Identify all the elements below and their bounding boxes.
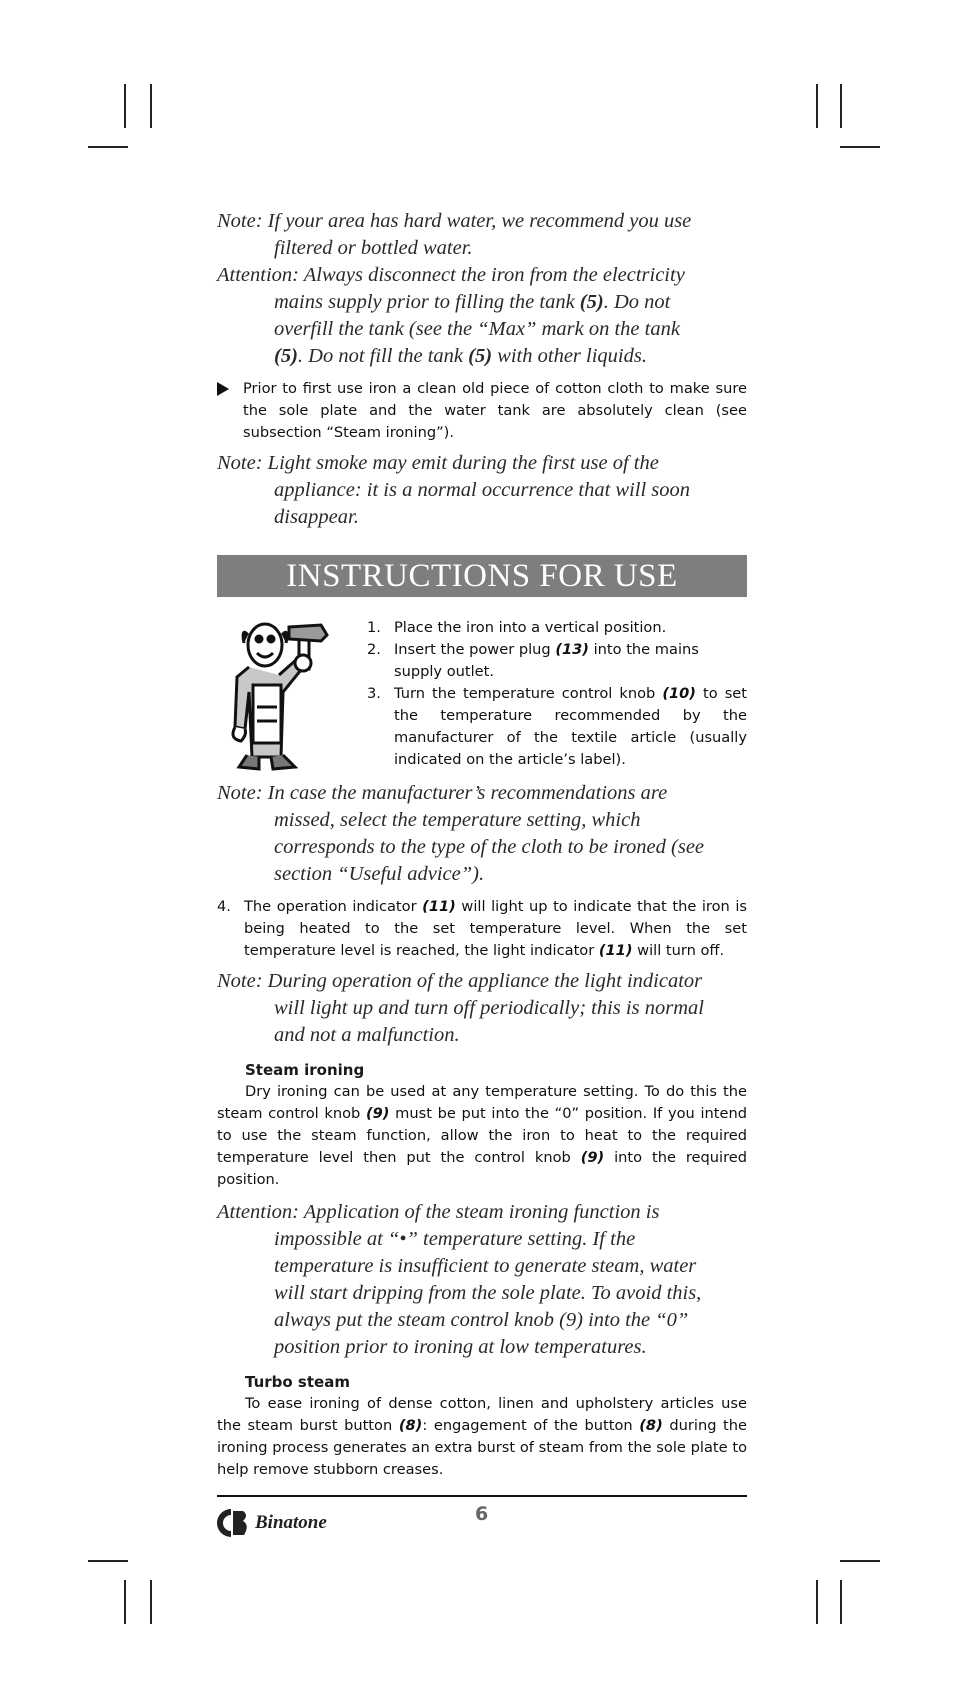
steam-ironing-paragraph: Dry ironing can be used at any temperature setting. To do this the steam control knob (9) must be put into the “0” position. If you intend to use the steam function, allow the iron to heat to the required temperature level then put the control knob (9) into the required position. (217, 1083, 748, 1188)
turbo-steam-paragraph: To ease ironing of dense cotton, linen and upholstery articles use the steam burst button (8): engagement of the button (8) during the ironing process generates an extra burst of steam from the sole plate to help remove stubborn creases. (217, 1395, 748, 1478)
crop-mark (124, 1580, 126, 1624)
steps-block (217, 617, 747, 772)
crop-mark (816, 84, 818, 128)
list-item: 2. Insert the power plug (13) into the mains supply outlet. (367, 641, 699, 680)
section-title: INSTRUCTIONS FOR USE (217, 555, 747, 597)
note-smoke: Note: Light smoke may emit during the first use of the appliance: it is a normal occurrence that will soon disappear. (217, 452, 691, 528)
note-manufacturer: Note: In case the manufacturer’s recommendations are missed, select the temperature setting, which corresponds to the type of the cloth to be ironed (see section “Useful advice”). (217, 782, 705, 885)
crop-mark (88, 146, 128, 148)
crop-mark (840, 1560, 880, 1562)
turbo-steam-heading: Turbo steam (245, 1373, 350, 1391)
list-item: 1. Place the iron into a vertical position. (367, 619, 667, 636)
crop-mark (816, 1580, 818, 1624)
step-4: 4. The operation indicator (11) will light up to indicate that the iron is being heated to the set temperature level. When the set temperature level is reached, the light indicator (11) will turn off. (217, 898, 748, 959)
crop-mark (124, 84, 126, 128)
attention-steam: Attention: Application of the steam ironing function is impossible at “•” temperature setting. If the temperature is insufficient to generate steam, water will start dripping from the sole plate. To avoid this, always put the steam control knob (9) into the “0” position prior to ironing at low temperatures. (217, 1201, 702, 1358)
handyman-illustration (217, 617, 367, 772)
binatone-logo-icon (217, 1507, 251, 1539)
crop-mark (150, 84, 152, 128)
note-hard-water: Note: If your area has hard water, we recommend you use filtered or bottled water. (217, 210, 692, 259)
list-item: 3. Turn the temperature control knob (10) to set the temperature recommended by the manufacturer of the textile article (usually indicated on the article’s label). (367, 685, 748, 768)
crop-mark (88, 1560, 128, 1562)
page-number: 6 (475, 1503, 489, 1525)
first-use-bullet: Prior to first use iron a clean old piece of cotton cloth to make sure the sole plate and the water tank are absolutely clean (see subsection “Steam ironing”). (217, 378, 747, 444)
steam-ironing-heading: Steam ironing (245, 1061, 365, 1079)
page-content (217, 208, 747, 1547)
crop-mark (840, 146, 880, 148)
note-indicator: Note: During operation of the appliance the light indicator will light up and turn off periodically; this is normal and not a malfunction. (217, 970, 704, 1046)
crop-mark (840, 84, 842, 128)
steps-list (367, 617, 747, 772)
brand-logo: Binatone (217, 1507, 327, 1539)
footer (217, 1497, 747, 1547)
crop-mark (840, 1580, 842, 1624)
triangle-bullet-icon (217, 382, 229, 396)
crop-mark (150, 1580, 152, 1624)
attention-tank: Attention: Always disconnect the iron from the electricity mains supply prior to filling the tank (5). Do not overfill the tank (see the “Max” mark on the tank (5). Do not fill the tank (5) with other liquids. (217, 264, 685, 367)
